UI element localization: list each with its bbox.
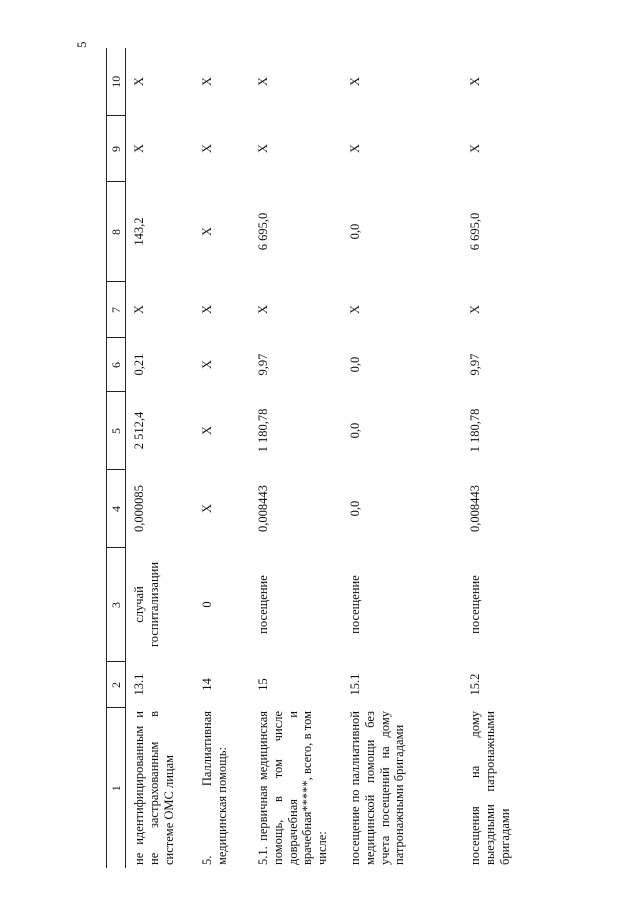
column-header: 1 xyxy=(107,708,126,868)
table-cell: 6 695,0 xyxy=(256,212,270,251)
table-cell: 9,97 xyxy=(468,353,482,376)
table-cell: Х xyxy=(200,76,214,87)
table-cell: Х xyxy=(200,304,214,315)
table-row xyxy=(194,48,250,868)
table-cell: Х xyxy=(200,425,214,436)
table-cell: Х xyxy=(200,143,214,154)
table-cell: посещение xyxy=(256,575,270,634)
table-cell: Х xyxy=(468,304,482,315)
column-header: 5 xyxy=(107,392,126,470)
table-row xyxy=(462,48,562,868)
column-header: 2 xyxy=(107,662,126,708)
table-cell: 9,97 xyxy=(256,353,270,376)
table-row xyxy=(126,48,195,868)
table-cell: 1 180,78 xyxy=(256,408,270,453)
table-cell: посещения на дому выездными патронажными бригадами xyxy=(468,711,512,865)
table-cell: 15.1 xyxy=(348,673,362,696)
column-header: 8 xyxy=(107,182,126,282)
table-cell: 0,008443 xyxy=(256,485,270,532)
table-cell: 0,21 xyxy=(132,353,146,376)
table-cell: Х xyxy=(200,226,214,237)
table-cell: 5.1. первичная медицинская помощь, в том числе доврачебная и врачебная*****, всего, в том числе: xyxy=(256,711,329,865)
table-cell: Х xyxy=(132,143,146,154)
table-cell: 0,0 xyxy=(348,356,362,373)
table-cell: Х xyxy=(468,143,482,154)
table-cell: 15 xyxy=(256,678,270,691)
table-row xyxy=(342,48,462,868)
column-header: 9 xyxy=(107,116,126,182)
table-cell: посещение xyxy=(468,575,482,634)
table-cell: Х xyxy=(256,76,270,87)
column-header: 7 xyxy=(107,282,126,338)
column-header: 6 xyxy=(107,338,126,392)
table-cell: Х xyxy=(348,304,362,315)
table-cell: Х xyxy=(200,503,214,514)
table-cell: посещение по паллиативной медицинской помощи без учета посещений на дому патронажными бригадами xyxy=(348,711,407,865)
table-cell: Х xyxy=(348,143,362,154)
table-row xyxy=(250,48,342,868)
table-cell: случай госпитализации xyxy=(132,561,161,648)
data-table xyxy=(106,48,562,868)
table-cell: 143,2 xyxy=(132,217,146,246)
table-cell: 13.1 xyxy=(132,673,146,696)
table-cell: Х xyxy=(256,304,270,315)
table-cell: 0,0 xyxy=(348,500,362,517)
table-cell: 2 512,4 xyxy=(132,411,146,450)
table-cell: посещение xyxy=(348,575,362,634)
table-cell: Х xyxy=(256,143,270,154)
table-cell: 1 180,78 xyxy=(468,408,482,453)
header-row xyxy=(107,48,126,868)
table-cell: Х xyxy=(132,304,146,315)
table-cell: 6 695,0 xyxy=(468,212,482,251)
table-cell: Х xyxy=(200,359,214,370)
table-cell: 0 xyxy=(200,601,214,608)
table-cell: 0,000085 xyxy=(132,485,146,532)
table-cell: Х xyxy=(132,76,146,87)
table-cell: не идентифицированным и не застрахованным в системе ОМС лицам xyxy=(132,711,176,865)
table-cell: 15.2 xyxy=(468,673,482,696)
table-cell: 5. Паллиативная медицинская помощь: xyxy=(200,711,229,865)
page-number: 5 xyxy=(74,41,89,48)
table-cell: Х xyxy=(468,76,482,87)
column-header: 10 xyxy=(107,48,126,116)
column-header: 3 xyxy=(107,548,126,662)
table-cell: 0,0 xyxy=(348,422,362,439)
table-cell: 14 xyxy=(200,678,214,691)
column-header: 4 xyxy=(107,470,126,548)
table-container xyxy=(106,48,528,868)
table-cell: 0,0 xyxy=(348,223,362,240)
table-cell: Х xyxy=(348,76,362,87)
table-cell: 0,008443 xyxy=(468,485,482,532)
